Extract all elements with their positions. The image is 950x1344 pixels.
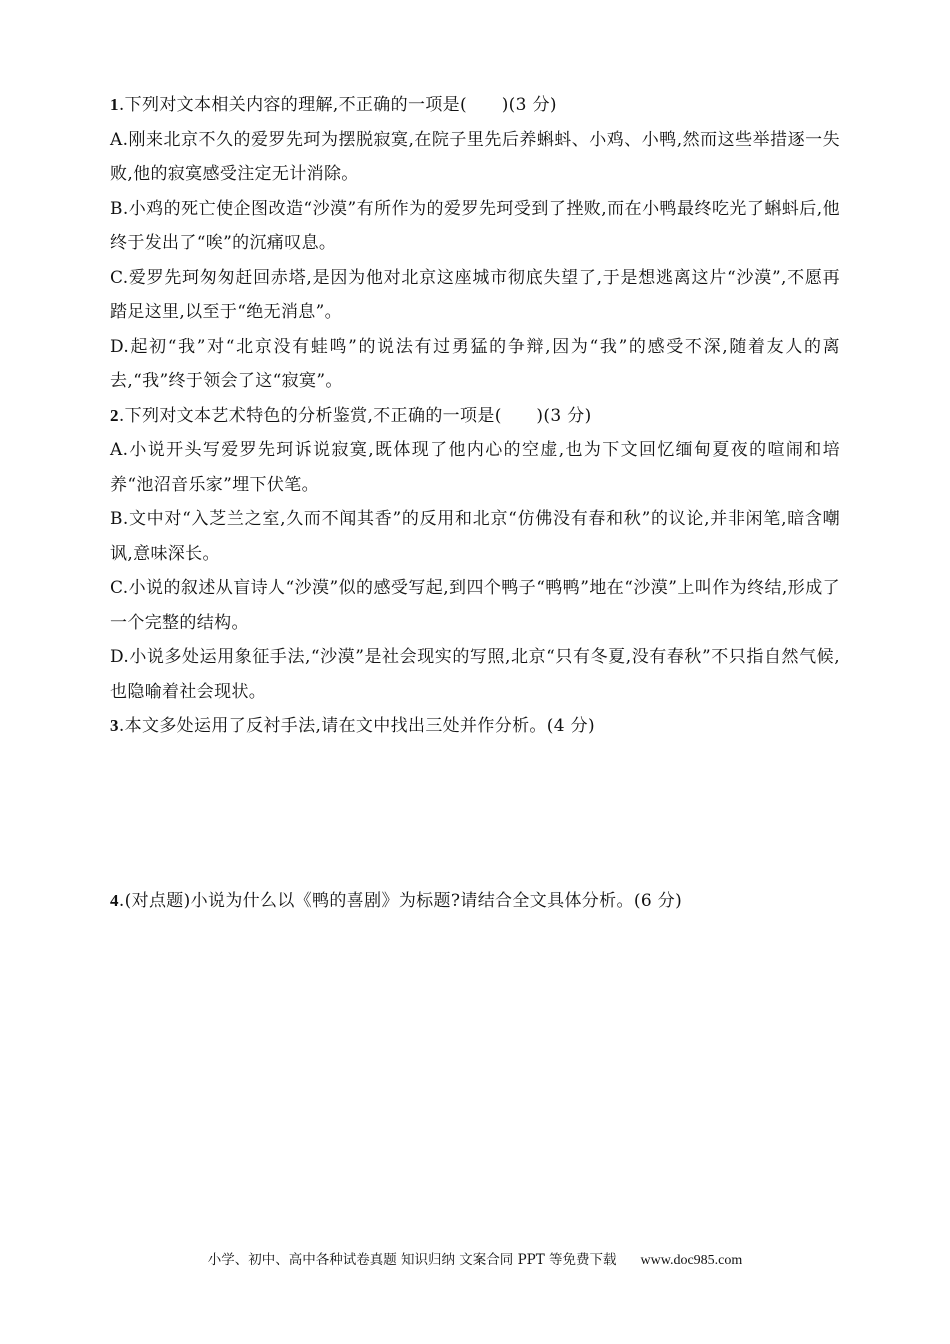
page-footer xyxy=(0,1248,950,1269)
question-2-option-d: D.小说多处运用象征手法,“沙漠”是社会现实的写照,北京“只有冬夏,没有春秋”不只指自然气候,也隐喻着社会现状。 xyxy=(110,647,840,702)
question-4-number: 4 xyxy=(110,890,119,910)
question-2-option-a: A.小说开头写爱罗先珂诉说寂寞,既体现了他内心的空虚,也为下文回忆缅甸夏夜的喧闹和培养“池沼音乐家”埋下伏笔。 xyxy=(110,440,840,495)
question-1-option-b: B.小鸡的死亡使企图改造“沙漠”有所作为的爱罗先珂受到了挫败,而在小鸭最终吃光了蝌蚪后,他终于发出了“唉”的沉痛叹息。 xyxy=(110,198,840,253)
question-2-option-c: C.小说的叙述从盲诗人“沙漠”似的感受写起,到四个鸭子“鸭鸭”地在“沙漠”上叫作为终结,形成了一个完整的结构。 xyxy=(110,578,840,633)
answer-space-3 xyxy=(110,744,840,884)
question-3-number: 3 xyxy=(110,716,119,735)
question-1-stem xyxy=(110,88,840,123)
question-3-stem xyxy=(110,709,840,744)
question-3-text: .本文多处运用了反衬手法,请在文中找出三处并作分析。(4 分) xyxy=(118,716,595,736)
question-2-option-b: B.文中对“入芝兰之室,久而不闻其香”的反用和北京“仿佛没有春和秋”的议论,并非闲笔,暗含嘲讽,意味深长。 xyxy=(110,509,840,564)
question-4-stem xyxy=(110,884,840,919)
question-1-number: 1 xyxy=(110,95,119,114)
question-1-option-d: D.起初“我”对“北京没有蛙鸣”的说法有过勇猛的争辩,因为“我”的感受不深,随着友人的离去,“我”终于领会了这“寂寞”。 xyxy=(110,336,840,391)
question-1-option-a: A.刚来北京不久的爱罗先珂为摆脱寂寞,在院子里先后养蝌蚪、小鸡、小鸭,然而这些举措逐一失败,他的寂寞感受注定无计消除。 xyxy=(110,129,840,184)
footer-text: 小学、初中、高中各种试卷真题 知识归纳 文案合同 PPT 等免费下载 xyxy=(207,1252,617,1268)
question-1-text: .下列对文本相关内容的理解,不正确的一项是( )(3 分) xyxy=(118,95,557,115)
footer-url: www.doc985.com xyxy=(640,1253,743,1268)
question-1-option-c: C.爱罗先珂匆匆赶回赤塔,是因为他对北京这座城市彻底失望了,于是想逃离这片“沙漠”,不愿再踏足这里,以至于“绝无消息”。 xyxy=(110,267,840,322)
question-content xyxy=(110,88,840,918)
question-4-text: .(对点题)小说为什么以《鸭的喜剧》为标题?请结合全文具体分析。(6 分) xyxy=(118,890,683,911)
question-2-text: .下列对文本艺术特色的分析鉴赏,不正确的一项是( )(3 分) xyxy=(118,405,592,426)
question-2-number: 2 xyxy=(110,405,119,425)
question-2-stem xyxy=(110,399,840,434)
